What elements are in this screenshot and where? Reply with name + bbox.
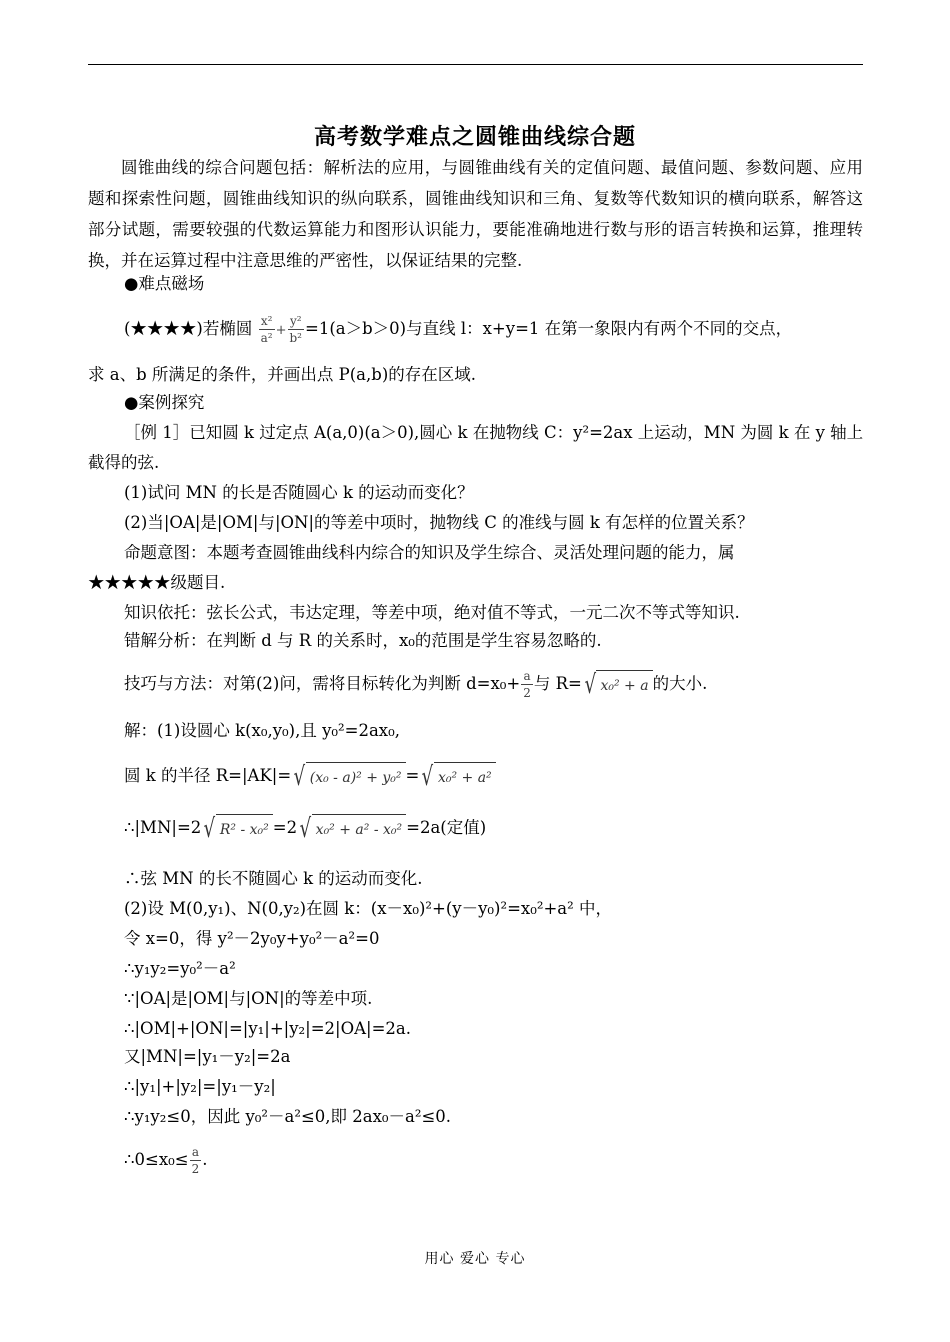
method-pre: 技巧与方法：对第(2)问，需将目标转化为判断 d=x₀+	[124, 674, 521, 693]
solution-line-5: (2)设 M(0,y₁)、N(0,y₂)在圆 k：(x－x₀)²+(y－y₀)²=x₀²+a² 中，	[124, 899, 612, 918]
difficulty-stars: (★★★★)	[124, 319, 203, 338]
frac-num: a	[521, 668, 533, 685]
problem-lead: 若椭圆	[202, 319, 253, 338]
mn-mid: =2	[272, 818, 298, 837]
mn-post: =2a(定值)	[406, 818, 487, 837]
header-rule	[88, 64, 863, 65]
method-line	[124, 664, 707, 704]
problem-tail: =1(a＞b＞0)与直线 l：x+y=1 在第一象限内有两个不同的交点，	[305, 319, 793, 338]
page-footer: 用心 爱心 专心	[424, 1251, 526, 1267]
radicand: x₀² + a	[596, 670, 652, 700]
knowledge-line: 知识依托：弦长公式，韦达定理，等差中项，绝对值不等式，一元二次不等式等知识.	[124, 603, 740, 622]
radical-sign: √	[421, 761, 434, 792]
solution-line-3	[124, 808, 486, 848]
solution-line-1: 解：(1)设圆心 k(x₀,y₀),且 y₀²=2ax₀,	[124, 721, 400, 740]
sqrt-radius-expr	[582, 670, 653, 700]
sqrt-simplified	[419, 762, 495, 792]
frac-den: 2	[523, 686, 531, 700]
fraction-a-2	[190, 1144, 202, 1177]
plus-sign: +	[275, 323, 287, 338]
solution-line-10: 又|MN|=|y₁－y₂|=2a	[124, 1047, 291, 1066]
mn-pre: ∴|MN|=2	[124, 818, 202, 837]
fraction-a-2	[521, 668, 533, 701]
range-pre: ∴0≤x₀≤	[124, 1150, 189, 1169]
sqrt-distance	[291, 762, 405, 792]
solution-line-11: ∴|y₁|+|y₂|=|y₁－y₂|	[124, 1077, 276, 1096]
frac-den: a²	[260, 331, 273, 345]
fraction-y2-b2	[288, 313, 305, 346]
solution-line-2	[124, 756, 496, 796]
sqrt-chord-expanded	[297, 814, 406, 844]
section-heading-cases: ●案例探究	[124, 393, 205, 412]
radicand: x₀² + a² - x₀²	[312, 814, 406, 844]
equals-sign: =	[405, 766, 420, 785]
fraction-x2-a2	[259, 313, 275, 346]
sqrt-chord	[201, 814, 272, 844]
intro-paragraph: 圆锥曲线的综合问题包括：解析法的应用，与圆锥曲线有关的定值问题、最值问题、参数问题、应用题和探索性问题，圆锥曲线知识的纵向联系，圆锥曲线知识和三角、复数等代数知识的横向联系，解答这部分试题，需要较强的代数运算能力和图形认识能力，要能准确地进行数与形的语言转换和运算，推理转换，并在运算过程中注意思维的严密性，以保证结果的完整.	[88, 158, 863, 270]
radical-sign: √	[293, 761, 306, 792]
frac-den: 2	[191, 1162, 200, 1176]
radical-sign: √	[203, 813, 216, 844]
example-line-1: ［例 1］已知圆 k 过定点 A(a,0)(a＞0),圆心 k 在抛物线 C：y²=2ax 上运动，MN 为圆 k 在 y 轴上	[124, 423, 864, 442]
range-post: .	[202, 1150, 208, 1169]
frac-den: b²	[289, 331, 302, 345]
method-mid: 与 R=	[533, 674, 582, 693]
method-post: 的大小.	[652, 674, 708, 693]
question-1: (1)试问 MN 的长是否随圆心 k 的运动而变化？	[124, 483, 474, 502]
page-title: 高考数学难点之圆锥曲线综合题	[313, 124, 636, 150]
radius-pre: 圆 k 的半径 R=|AK|=	[124, 766, 292, 785]
solution-line-7: ∴y₁y₂=y₀²－a²	[124, 959, 236, 978]
frac-num: x²	[259, 313, 275, 330]
intent-line-2: ★★★★★级题目.	[88, 573, 226, 592]
intent-line-1: 命题意图：本题考查圆锥曲线科内综合的知识及学生综合、灵活处理问题的能力，属	[124, 543, 735, 562]
solution-line-13	[124, 1140, 207, 1180]
problem-line-1	[124, 312, 792, 348]
problem-line-2: 求 a、b 所满足的条件，并画出点 P(a,b)的存在区域.	[88, 365, 476, 384]
solution-line-8: ∵|OA|是|OM|与|ON|的等差中项.	[124, 989, 373, 1008]
frac-num: y²	[288, 313, 305, 330]
question-2: (2)当|OA|是|OM|与|ON|的等差中项时，抛物线 C 的准线与圆 k 有怎样的位置关系？	[124, 513, 754, 532]
solution-line-6: 令 x=0，得 y²－2y₀y+y₀²－a²=0	[124, 929, 380, 948]
radical-sign: √	[299, 813, 312, 844]
frac-num: a	[190, 1144, 202, 1161]
solution-line-4: ∴弦 MN 的长不随圆心 k 的运动而变化.	[124, 869, 423, 888]
section-heading-difficulty: ●难点磁场	[124, 274, 205, 293]
solution-line-9: ∴|OM|+|ON|=|y₁|+|y₂|=2|OA|=2a.	[124, 1019, 411, 1038]
radicand: (x₀ - a)² + y₀²	[306, 762, 406, 792]
radicand: x₀² + a²	[434, 762, 496, 792]
example-line-2: 截得的弦.	[88, 453, 160, 472]
radicand: R² - x₀²	[216, 814, 273, 844]
error-analysis-line: 错解分析：在判断 d 与 R 的关系时，x₀的范围是学生容易忽略的.	[124, 631, 602, 650]
solution-line-12: ∴y₁y₂≤0，因此 y₀²－a²≤0,即 2ax₀－a²≤0.	[124, 1107, 452, 1126]
radical-sign: √	[584, 669, 596, 700]
